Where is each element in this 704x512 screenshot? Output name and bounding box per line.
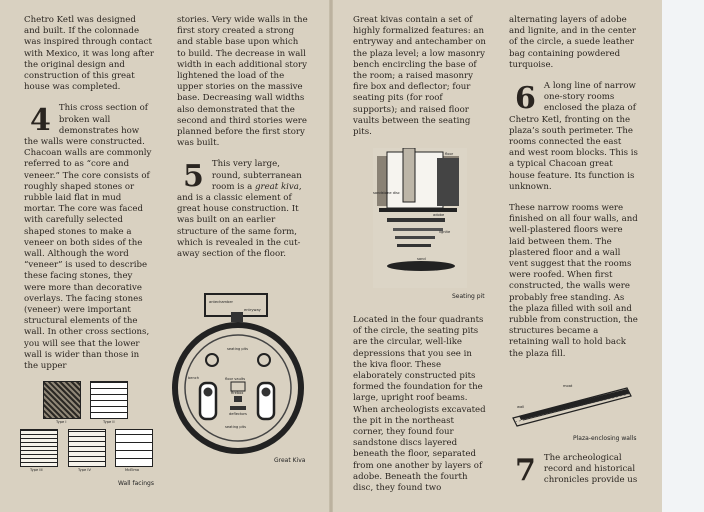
caption-seating-pit: Seating pit (452, 293, 485, 300)
paragraph-chetro-design: Chetro Ketl was designed and built. If the colonnade was inspired through contact with Mexico, it was long after the original design and construction of this great house was completed. (24, 15, 154, 93)
stop-number-7: 7 (515, 453, 536, 488)
paragraph-great-kiva: 5 This very large, round, subterranean room is a great kiva, and is a classic element of great house construction. It was built on an earlier structure of the same form, which is revealed in the cut-away section of the floor. (177, 159, 302, 260)
label-antechamber: antechamber (209, 300, 234, 304)
label-firebox: firebox (231, 391, 244, 395)
stop-number-5: 5 (183, 159, 204, 195)
column-3-lower (353, 315, 486, 504)
scan-margin (662, 0, 704, 512)
caption-plaza-walls: Plaza-enclosing walls (573, 435, 637, 442)
pit-label-floor: floor (445, 152, 454, 156)
paragraph-kiva-features: Great kivas contain a set of highly formalized features: an entryway and antechamber on the plaza level; a low masonry bench encircling the base of the room; a raised masonry fire box and deflector; four seating pits (for roof supports); and raised floor vaults between the seating pits. (353, 15, 486, 138)
pit-label-sandstone-disc: sandstone disc (373, 191, 400, 195)
paragraph-narrow-rooms: 6 A long line of narrow one-story rooms enclosed the plaza of Chetro Ketl, fronting on the plaza’s south perimeter. The rooms connected the east and west room blocks. This is a typical Chacoan great house feature. Its function is unknown. (509, 81, 638, 192)
paragraph-cross-section: 4 This cross section of broken wall demonstrates how the walls were constructed. Chacoan walls are commonly referred to as “core and veneer.” The core consists of roughly shaped stones or rubble laid flat in mud mortar. The core was faced with carefully selected shaped stones to make a veneer on both sides of the wall. Although the word “veneer” is used to describe these facing stones, they were more than decorative overlays. The facing stones (veneer) were important structural elements of the wall. In other cross sections, you will see that the lower wall is wider than those in the upper (24, 103, 152, 372)
book-gutter (329, 0, 333, 512)
paragraph-archeological-record: 7 The archeological record and historical chronicles provide us (515, 453, 638, 488)
label-seating-pits-bottom: seating pits (225, 425, 246, 429)
pit-label-adobe: adobe (433, 213, 445, 217)
label-type-3: Type III (30, 468, 43, 472)
label-entryway: entryway (244, 308, 261, 312)
label-type-4: Type IV (78, 468, 91, 472)
label-bench: bench (188, 376, 200, 380)
facing-type-labels (20, 378, 160, 478)
column-4-lower (509, 453, 640, 497)
caption-great-kiva: Great Kiva (274, 457, 306, 464)
column-1 (24, 15, 154, 382)
pit-label-sand: sand (417, 257, 426, 261)
column-2 (177, 15, 309, 270)
great-kiva-diagram (172, 292, 306, 464)
stop-number-4: 4 (30, 103, 51, 139)
plaza-label-wall: wall (517, 405, 525, 409)
label-seating-pits-top: seating pits (227, 347, 248, 351)
column-4 (509, 15, 640, 370)
column-3 (353, 15, 486, 148)
stop-number-6: 6 (515, 81, 536, 117)
plaza-walls-diagram (511, 378, 637, 430)
label-mcelmo: McElmo (125, 468, 140, 472)
paragraph-plastered-rooms: These narrow rooms were finished on all four walls, and well-plastered floors were laid between them. The plastered floor and a wall vent suggest that the rooms were roofed. When first constructed, the walls were probably free standing. As the plaza filled with soil and rubble from construction, the structures became a retaining wall to hold back the plaza fill. (509, 203, 638, 359)
paragraph-turquoise: alternating layers of adobe and lignite, and in the center of the circle, a suede leather bag containing powdered turquoise. (509, 15, 636, 70)
label-type-2: Type II (103, 420, 115, 424)
label-deflectors: deflectors (229, 412, 247, 416)
wall-facings-figure (20, 378, 160, 490)
label-floor-vaults: floor vaults (225, 377, 246, 381)
seating-pit-diagram (373, 148, 467, 288)
paragraph-seating-pits: Located in the four quadrants of the circle, the seating pits are the circular, well-like depressions that you see in the kiva floor. These elaborately constructed pits formed the foundation for the large, upright roof beams. When archeologists excavated the pit in the northeast corner, they found four sandstone discs layered beneath the floor, separated from one another by layers of adobe. Beneath the fourth disc, they found two (353, 315, 486, 494)
label-type-1: Type I (56, 420, 67, 424)
plaza-label-moat: moat (563, 384, 573, 388)
pit-label-lignite: lignite (439, 230, 451, 234)
paragraph-wall-widths: stories. Very wide walls in the first story created a strong and stable base upon which to build. The decrease in wall width in each additional story lightened the load of the upper stories on the massive base. Decreasing wall widths also demonstrated that the second and third stories were planned before the first story was built. (177, 15, 308, 149)
caption-wall-facings: Wall facings (118, 480, 154, 487)
